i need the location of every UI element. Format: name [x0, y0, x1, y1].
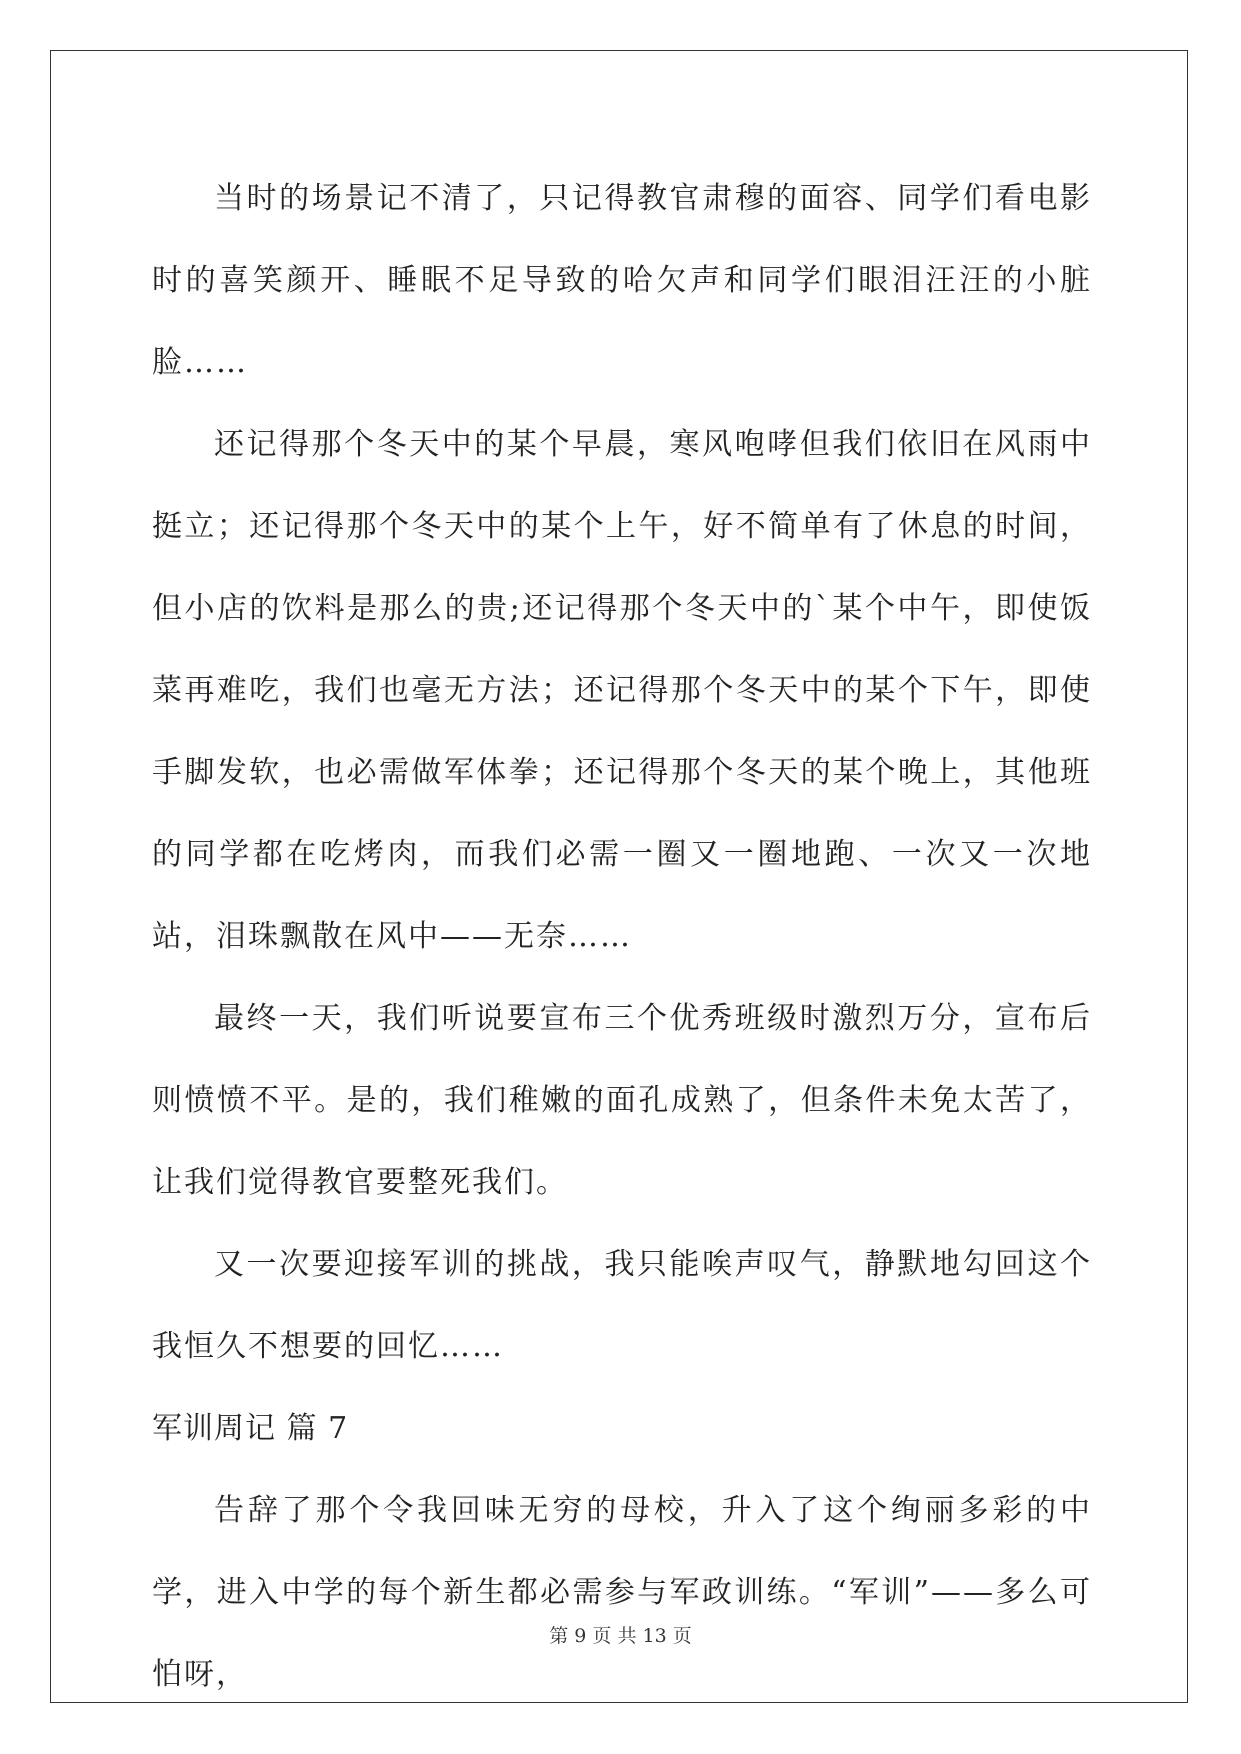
document-body: [152, 158, 1092, 1716]
paragraph-4: 又一次要迎接军训的挑战，我只能唉声叹气，静默地勾回这个我恒久不想要的回忆……: [152, 1247, 1092, 1364]
paragraph-1: 当时的场景记不清了，只记得教官肃穆的面容、同学们看电影时的喜笑颜开、睡眠不足导致的哈欠声和同学们眼泪汪汪的小脏脸……: [152, 181, 1092, 380]
paragraph-3: 最终一天，我们听说要宣布三个优秀班级时激烈万分，宣布后则愤愤不平。是的，我们稚嫩的面孔成熟了，但条件未免太苦了，让我们觉得教官要整死我们。: [152, 1001, 1092, 1200]
page-number-footer: 第 9 页 共 13 页: [549, 1625, 692, 1647]
section-heading: 军训周记 篇 7: [152, 1411, 349, 1446]
paragraph-5: 告辞了那个令我回味无穷的母校，升入了这个绚丽多彩的中学，进入中学的每个新生都必需参与军政训练。“军训”——多么可怕呀，: [152, 1493, 1092, 1692]
paragraph-2: 还记得那个冬天中的某个早晨，寒风咆哮但我们依旧在风雨中挺立；还记得那个冬天中的某个上午，好不简单有了休息的时间，但小店的饮料是那么的贵;还记得那个冬天中的`某个中午，即使饭菜再难吃，我们也毫无方法；还记得那个冬天中的某个下午，即使手脚发软，也必需做军体拳；还记得那个冬天的某个晚上，其他班的同学都在吃烤肉，而我们必需一圈又一圈地跑、一次又一次地站，泪珠飘散在风中——无奈……: [152, 427, 1092, 954]
